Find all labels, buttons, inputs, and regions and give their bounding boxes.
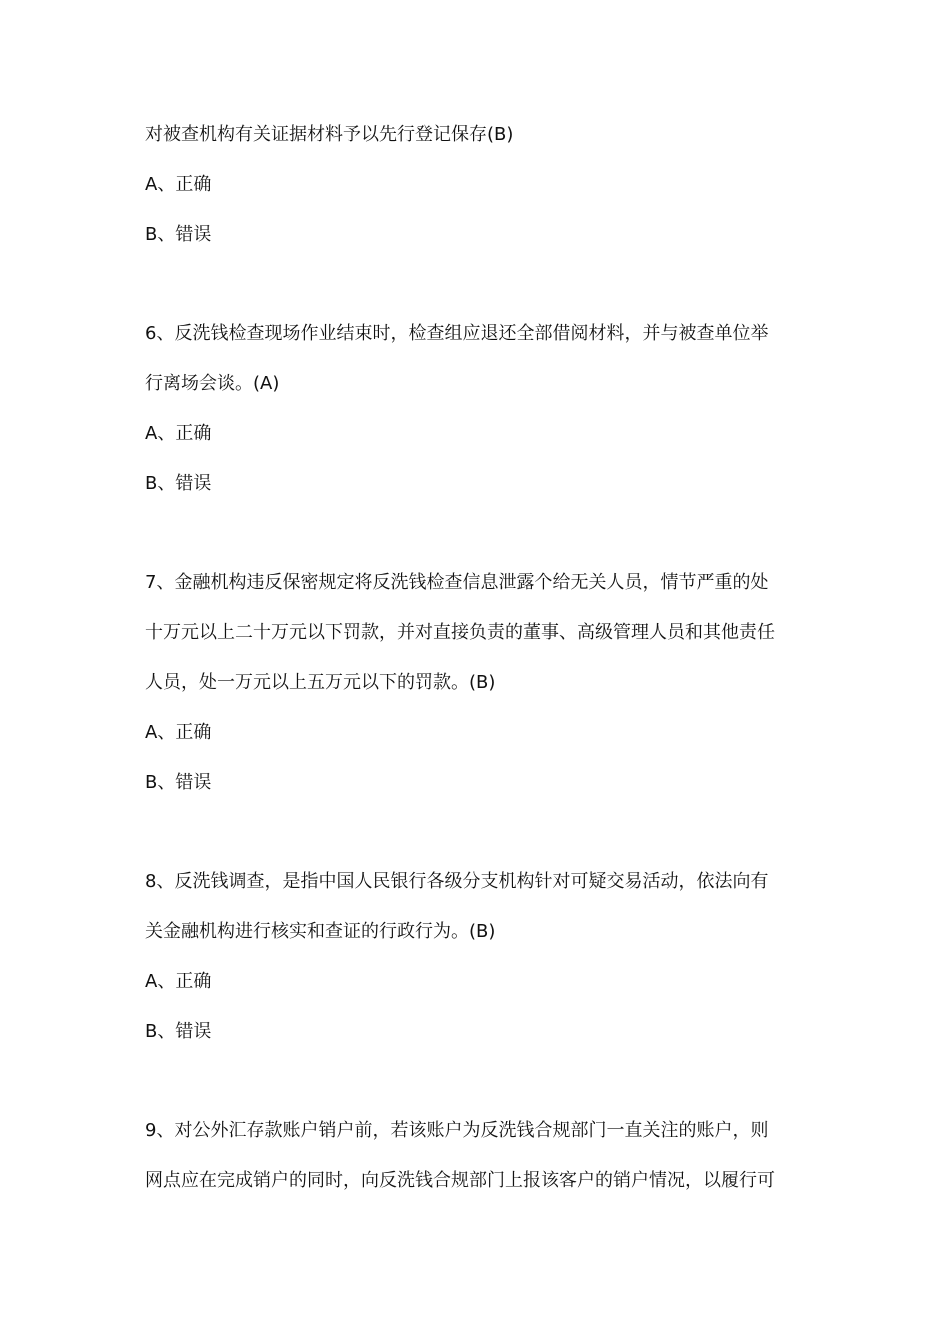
question-text-line: 网点应在完成销户的同时，向反洗钱合规部门上报该客户的销户情况，以履行可: [145, 1170, 775, 1191]
option-b: B、错误: [145, 473, 212, 494]
question-text-line: 6、反洗钱检查现场作业结束时，检查组应退还全部借阅材料，并与被查单位举: [145, 323, 769, 344]
option-a: A、正确: [145, 423, 212, 444]
question-text-line: 9、对公外汇存款账户销户前，若该账户为反洗钱合规部门一直关注的账户，则: [145, 1120, 769, 1141]
question-text-line: 8、反洗钱调查，是指中国人民银行各级分支机构针对可疑交易活动，依法向有: [145, 871, 769, 892]
option-a: A、正确: [145, 174, 212, 195]
question-text-line: 十万元以上二十万元以下罚款，并对直接负责的董事、高级管理人员和其他责任: [145, 622, 775, 643]
question-text-line: 对被查机构有关证据材料予以先行登记保存(B): [145, 124, 514, 145]
question-text-line: 关金融机构进行核实和查证的行政行为。(B): [145, 921, 496, 942]
option-b: B、错误: [145, 224, 212, 245]
question-text-line: 人员，处一万元以上五万元以下的罚款。(B): [145, 672, 496, 693]
option-b: B、错误: [145, 1021, 212, 1042]
option-b: B、错误: [145, 772, 212, 793]
question-text-line: 7、金融机构违反保密规定将反洗钱检查信息泄露个给无关人员，情节严重的处: [145, 572, 769, 593]
option-a: A、正确: [145, 722, 212, 743]
option-a: A、正确: [145, 971, 212, 992]
question-text-line: 行离场会谈。(A): [145, 373, 280, 394]
